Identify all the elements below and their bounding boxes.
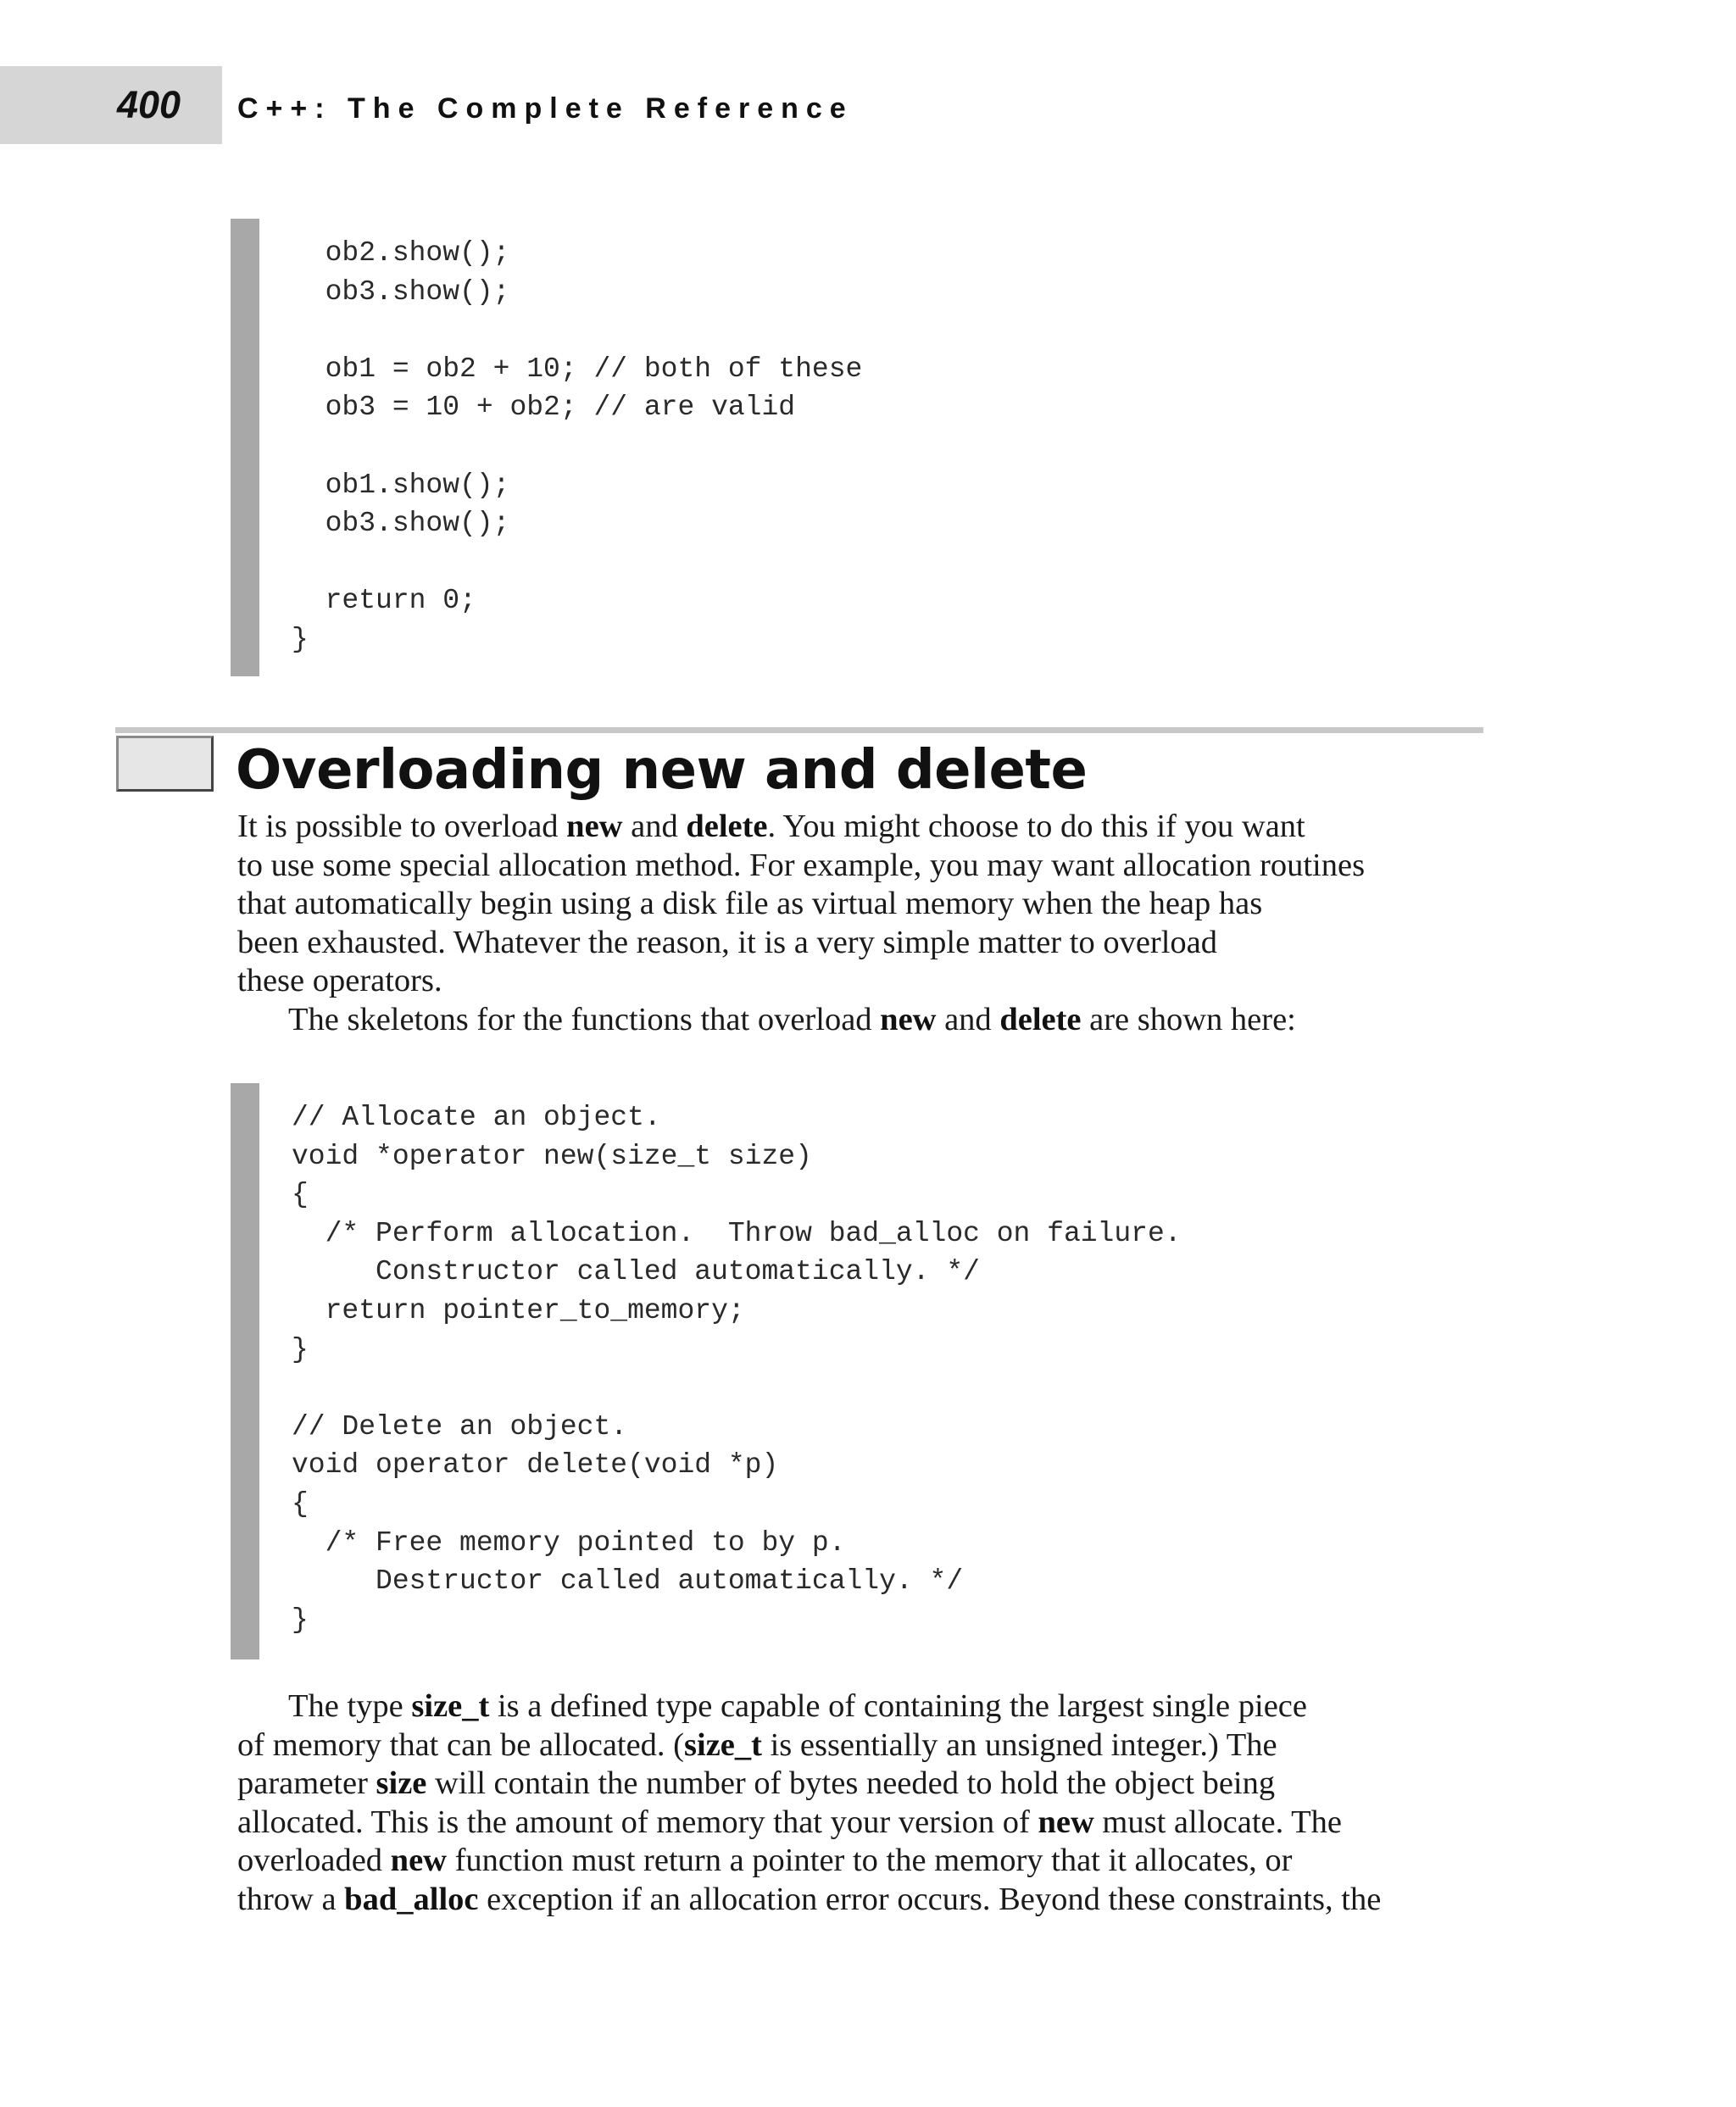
section-marker-icon xyxy=(116,736,214,792)
code-line: ob1.show(); xyxy=(292,469,510,501)
text-line: The type size_t is a defined type capable of containing the largest single piece xyxy=(288,1688,1307,1724)
code-line: ob3.show(); xyxy=(292,275,510,308)
code-line: // Delete an object. xyxy=(292,1410,628,1443)
code-line: void *operator new(size_t size) xyxy=(292,1140,812,1172)
code-line: /* Free memory pointed to by p. xyxy=(292,1526,846,1559)
code-line: void operator delete(void *p) xyxy=(292,1449,779,1482)
code-block-1 xyxy=(292,234,862,659)
code-line: } xyxy=(292,623,309,655)
code-line: { xyxy=(292,1487,309,1520)
page-number-box xyxy=(0,66,222,144)
code-line: ob3.show(); xyxy=(292,508,510,540)
text-line: to use some special allocation method. For example, you may want allocation routines xyxy=(237,847,1366,883)
code-block-1-bar xyxy=(231,219,259,676)
text-line: overloaded new function must return a pointer to the memory that it allocates, or xyxy=(237,1843,1293,1878)
running-head: C++: The Complete Reference xyxy=(237,92,854,125)
code-line: } xyxy=(292,1604,309,1636)
intro-paragraph xyxy=(237,808,1492,1039)
text-line: these operators. xyxy=(237,963,442,998)
text-line: of memory that can be allocated. (size_t is essentially an unsigned integer.) The xyxy=(237,1726,1277,1763)
page-number: 400 xyxy=(117,83,181,126)
code-line: return pointer_to_memory; xyxy=(292,1294,745,1326)
code-line: /* Perform allocation. Throw bad_alloc on failure. xyxy=(292,1217,1182,1249)
code-block-2 xyxy=(292,1098,1182,1639)
text-line: allocated. This is the amount of memory that your version of new must allocate. The xyxy=(237,1804,1343,1840)
text-line: parameter size will contain the number of bytes needed to hold the object being xyxy=(237,1765,1276,1801)
code-line: ob2.show(); xyxy=(292,237,510,269)
section-heading: Overloading new and delete xyxy=(236,739,1088,802)
code-line: } xyxy=(292,1333,309,1365)
text-line: throw a bad_alloc exception if an allocation error occurs. Beyond these constraints, the xyxy=(237,1881,1382,1917)
size-t-paragraph xyxy=(237,1687,1492,1919)
code-line: { xyxy=(292,1179,309,1211)
code-line: Constructor called automatically. */ xyxy=(292,1256,980,1288)
code-line: Destructor called automatically. */ xyxy=(292,1565,964,1598)
text-line: It is possible to overload new and delete. You might choose to do this if you want xyxy=(237,809,1305,844)
code-line: return 0; xyxy=(292,585,476,617)
section-rule xyxy=(115,727,1483,733)
code-block-2-bar xyxy=(231,1083,259,1659)
text-line: been exhausted. Whatever the reason, it is a very simple matter to overload xyxy=(237,924,1218,960)
code-line: ob1 = ob2 + 10; // both of these xyxy=(292,353,863,385)
code-line: ob3 = 10 + ob2; // are valid xyxy=(292,392,796,424)
text-line: that automatically begin using a disk file as virtual memory when the heap has xyxy=(237,886,1263,921)
code-line: // Allocate an object. xyxy=(292,1102,661,1133)
text-line: The skeletons for the functions that overload new and delete are shown here: xyxy=(288,1001,1296,1037)
